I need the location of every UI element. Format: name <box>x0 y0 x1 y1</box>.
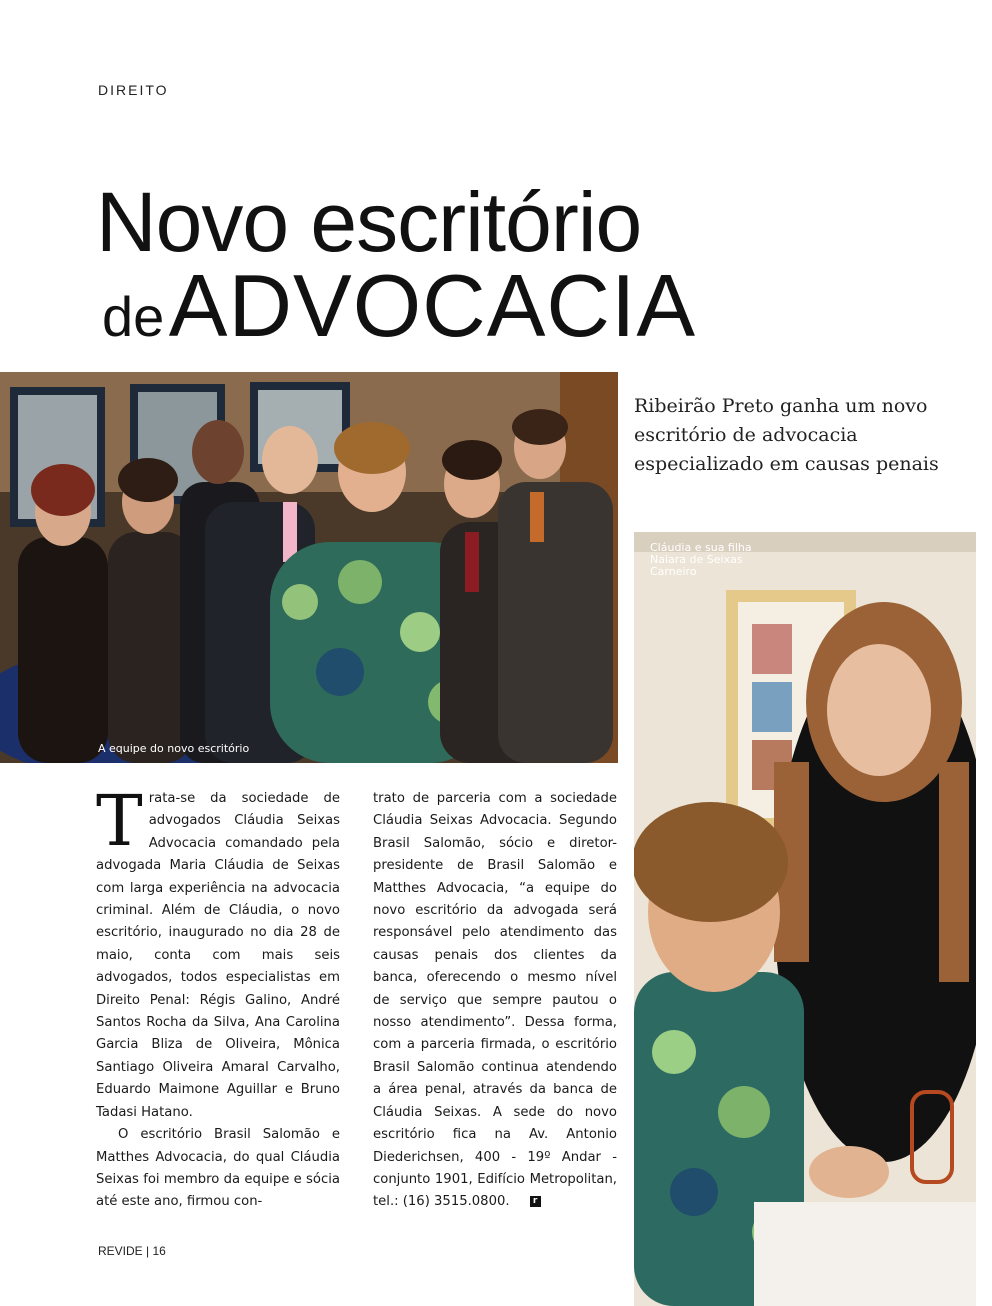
body-paragraph-3-text: trato de parceria com a sociedade Cláudia Seixas Advocacia. Segundo Brasil Salomão, sócio e diretor-presidente de Brasil Salomão e Matthes Advocacia, “a equipe do novo escritório da advogada será responsável pelo atendimento das causas penais dos clientes da banca, oferecendo o mesmo nível de serviço que sempre pautou o nosso atendimento”. Dessa forma, com a parceria firmada, o escritório Brasil Salomão continua atendendo a área penal, através da banca de Cláudia Seixas. A sede do novo escritório fica na Av. Antonio Diederichsen, 400 - 19º Andar - conjunto 1901, Edifício Metropolitan, tel.: (16) 3515.0800. <box>373 791 617 1210</box>
body-column-2 <box>373 788 617 1214</box>
body-paragraph-3 <box>373 788 617 1214</box>
body-paragraph-2: O escritório Brasil Salomão e Matthes Advocacia, do qual Cláudia Seixas foi membro da equipe e sócia até este ano, firmou con- <box>96 1127 340 1210</box>
drop-cap: T <box>96 780 143 862</box>
end-of-article-icon: r <box>530 1196 541 1207</box>
body-paragraph-1 <box>96 780 340 1124</box>
team-photo-illustration <box>0 372 618 763</box>
headline-main-word: ADVOCACIA <box>168 256 697 355</box>
headline-line-1: Novo escritório <box>96 175 642 269</box>
headline-line-2 <box>102 256 697 355</box>
body-paragraph-1-text: rata-se da sociedade de advogados Cláudia Seixas Advocacia comandado pela advogada Maria Cláudia de Seixas com larga experiência na advocacia criminal. Além de Cláudia, o novo escritório, inaugurado no dia 28 de maio, conta com mais seis advogados, todos especialistas em Direito Penal: Régis Galino, André Santos Rocha da Silva, Ana Carolina Garcia Bliza de Oliveira, Mônica Santiago Oliveira Amaral Carvalho, Eduardo Maimone Aguillar e Bruno Tadasi Hatano. <box>96 791 340 1120</box>
headline-prefix: de <box>102 285 165 348</box>
page-folio: REVIDE | 16 <box>98 1244 166 1258</box>
lead-paragraph: Ribeirão Preto ganha um novo escritório de advocacia especializado em causas penais <box>634 395 939 475</box>
team-photo <box>0 372 618 763</box>
mother-daughter-photo <box>634 532 976 1306</box>
team-photo-caption: A equipe do novo escritório <box>98 742 250 755</box>
section-label: DIREITO <box>98 82 169 98</box>
body-column-1 <box>96 780 340 1214</box>
mother-daughter-photo-illustration <box>634 532 976 1306</box>
mother-daughter-caption: Cláudia e sua filha Naiara de Seixas Carneiro <box>650 541 752 578</box>
